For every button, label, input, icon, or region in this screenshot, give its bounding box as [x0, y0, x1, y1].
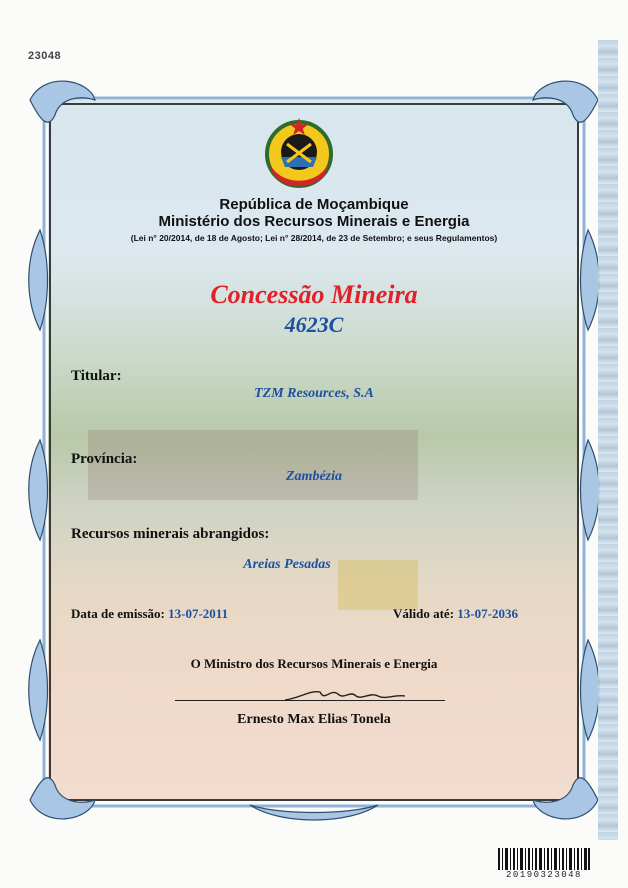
minister-title: O Ministro dos Recursos Minerais e Energia [190, 656, 438, 671]
coat-of-arms-emblem [259, 112, 339, 192]
resources-value: Areias Pesadas [243, 557, 331, 572]
holder-value: TZM Resources, S.A [254, 386, 374, 401]
valid-until [393, 606, 518, 622]
ministry-name: Ministério dos Recursos Minerais e Energia [158, 213, 470, 230]
issue-date-label: Data de emissão: [71, 606, 165, 621]
signature-line [175, 700, 445, 701]
handwritten-signature [280, 680, 410, 708]
left-margin-microtext [8, 760, 14, 880]
issue-date-value: 13-07-2011 [168, 606, 229, 621]
holder-label: Titular: [71, 368, 122, 384]
resources-label: Recursos minerais abrangidos: [71, 526, 270, 542]
document-title: Concessão Mineira [210, 280, 418, 309]
legal-reference: (Lei n° 20/2014, de 18 de Agosto; Lei n° 28/2014, de 23 de Setembro; e seus Regulamentos) [130, 233, 498, 243]
concession-number: 4623C [284, 312, 344, 337]
valid-until-label: Válido até: [393, 606, 455, 621]
valid-until-value: 13-07-2036 [457, 606, 518, 621]
province-label: Província: [71, 451, 138, 467]
republic-name: República de Moçambique [219, 196, 409, 213]
province-value: Zambézia [286, 469, 342, 484]
barcode-number: 20190323048 [506, 870, 582, 880]
issue-date [71, 606, 228, 622]
barcode [498, 848, 590, 870]
serial-number: 23048 [28, 50, 62, 62]
signer-name: Ernesto Max Elias Tonela [237, 712, 391, 727]
